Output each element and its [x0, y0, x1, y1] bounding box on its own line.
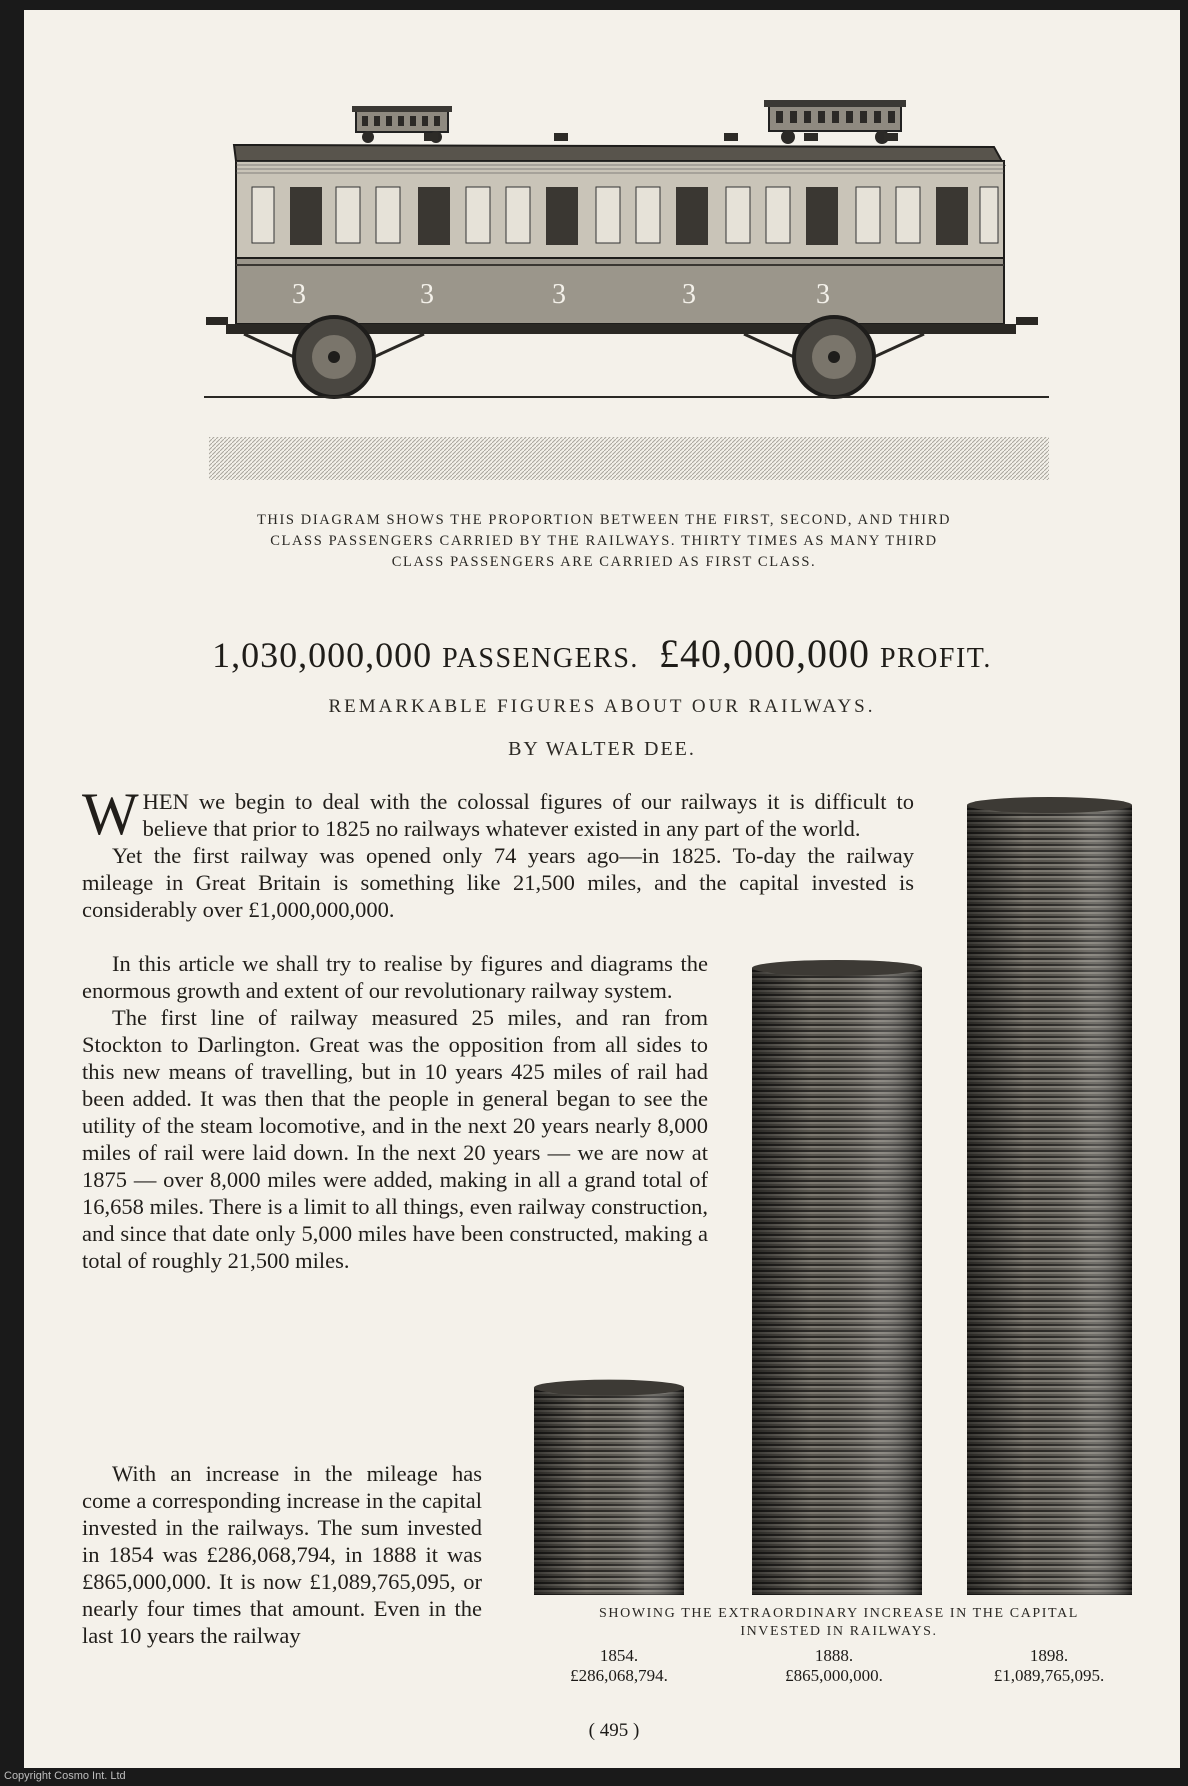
stack-year: 1898. — [1029, 1646, 1069, 1665]
stack-label-1854 — [544, 1646, 694, 1686]
paragraph: The first line of railway measured 25 miles, and ran from Stockton to Darlington. Great was the opposition from all sides to this new means of travelling, but in 10 years 425 miles of rail had been added. It was then that the people in general began to see the utility of the steam locomotive, and in the next 20 years nearly 8,000 miles of rail were laid down. In the next 20 years — we are now at 1875 — over 8,000 miles were added, making in all a grand total of 16,658 miles. There is a limit to all things, even railway construction, and since that date only 5,000 miles have been constructed, making a total of roughly 21,500 miles. — [82, 1005, 708, 1273]
copyright-footer: Copyright Cosmo Int. Ltd — [4, 1770, 126, 1782]
figure-caption-line: CLASS PASSENGERS ARE CARRIED AS FIRST CLASS. — [391, 554, 817, 570]
coin-stack-shading — [752, 968, 922, 1595]
class-numeral: 3 — [420, 279, 434, 310]
figure-caption — [144, 510, 1064, 573]
stack-year: 1854. — [599, 1646, 639, 1665]
stack-label-1898 — [964, 1646, 1134, 1686]
headline-profit-word: PROFIT. — [879, 643, 992, 674]
class-numeral: 3 — [682, 279, 696, 310]
coin-stack-top — [534, 1380, 684, 1396]
coin-stack-1854 — [534, 1380, 684, 1595]
headline-profit-amount: £40,000,000 — [658, 631, 870, 676]
coin-stack-1888 — [752, 960, 922, 1595]
coin-stack-shading — [534, 1388, 684, 1595]
coin-stack-top — [752, 960, 922, 976]
subtitle: REMARKABLE FIGURES ABOUT OUR RAILWAYS. — [328, 696, 876, 717]
railway-carriage-illustration — [204, 95, 1049, 480]
headline — [64, 630, 1140, 677]
byline: BY WALTER DEE. — [508, 738, 696, 760]
drop-cap: W — [82, 781, 139, 847]
paragraph: With an increase in the mileage has come a corresponding increase in the capital invested in the railways. The sum invested in 1854 was £286,068,794, in 1888 it was £865,000,000. It is now £1,089,765,095, or nearly four times that amount. Even in the last 10 years the railway — [82, 1461, 482, 1648]
figure-caption-line: THIS DIAGRAM SHOWS THE PROPORTION BETWEEN THE FIRST, SECOND, AND THIRD — [256, 512, 952, 528]
stack-amount: £286,068,794. — [570, 1666, 668, 1685]
stack-year: 1888. — [814, 1646, 854, 1665]
magazine-page — [24, 10, 1180, 1768]
paragraph: WHEN we begin to deal with the colossal figures of our railways it is difficult to believe that prior to 1825 no railways whatever existed in any part of the world. — [82, 781, 914, 847]
stack-amount: £865,000,000. — [785, 1666, 883, 1685]
coins-caption — [519, 1605, 1159, 1641]
figure-caption-line: CLASS PASSENGERS CARRIED BY THE RAILWAYS. THIRTY TIMES AS MANY THIRD — [270, 533, 938, 549]
capital-coin-stacks-chart — [504, 780, 1144, 1610]
headline-passengers-count: 1,030,000,000 — [212, 635, 433, 675]
stack-amount: £1,089,765,095. — [993, 1666, 1105, 1685]
class-numeral: 3 — [816, 279, 830, 310]
stack-label-1888 — [759, 1646, 909, 1686]
coin-stack-top — [967, 797, 1132, 813]
coin-stack-1898 — [967, 797, 1132, 1595]
coins-caption-line: INVESTED IN RAILWAYS. — [740, 1624, 938, 1639]
headline-passengers-word: PASSENGERS. — [442, 643, 639, 674]
paragraph: Yet the first railway was opened only 74 years ago—in 1825. To-day the railway mileage in Great Britain is something like 21,500 miles, and the capital invested is considerably over £1,000,000,000. — [82, 843, 914, 922]
article-column-bottom — [82, 1460, 482, 1649]
class-numeral: 3 — [292, 279, 306, 310]
page-number: ( 495 ) — [588, 1720, 640, 1741]
roof-lamps — [424, 133, 898, 141]
carriage-lower-body — [236, 258, 1004, 324]
coins-caption-line: SHOWING THE EXTRAORDINARY INCREASE IN THE CAPITAL — [599, 1606, 1079, 1621]
paragraph: In this article we shall try to realise by figures and diagrams the enormous growth and extent of our revolutionary railway system. — [82, 951, 708, 1003]
ground-shading — [209, 437, 1049, 480]
coin-stack-shading — [967, 805, 1132, 1595]
class-numeral: 3 — [552, 279, 566, 310]
